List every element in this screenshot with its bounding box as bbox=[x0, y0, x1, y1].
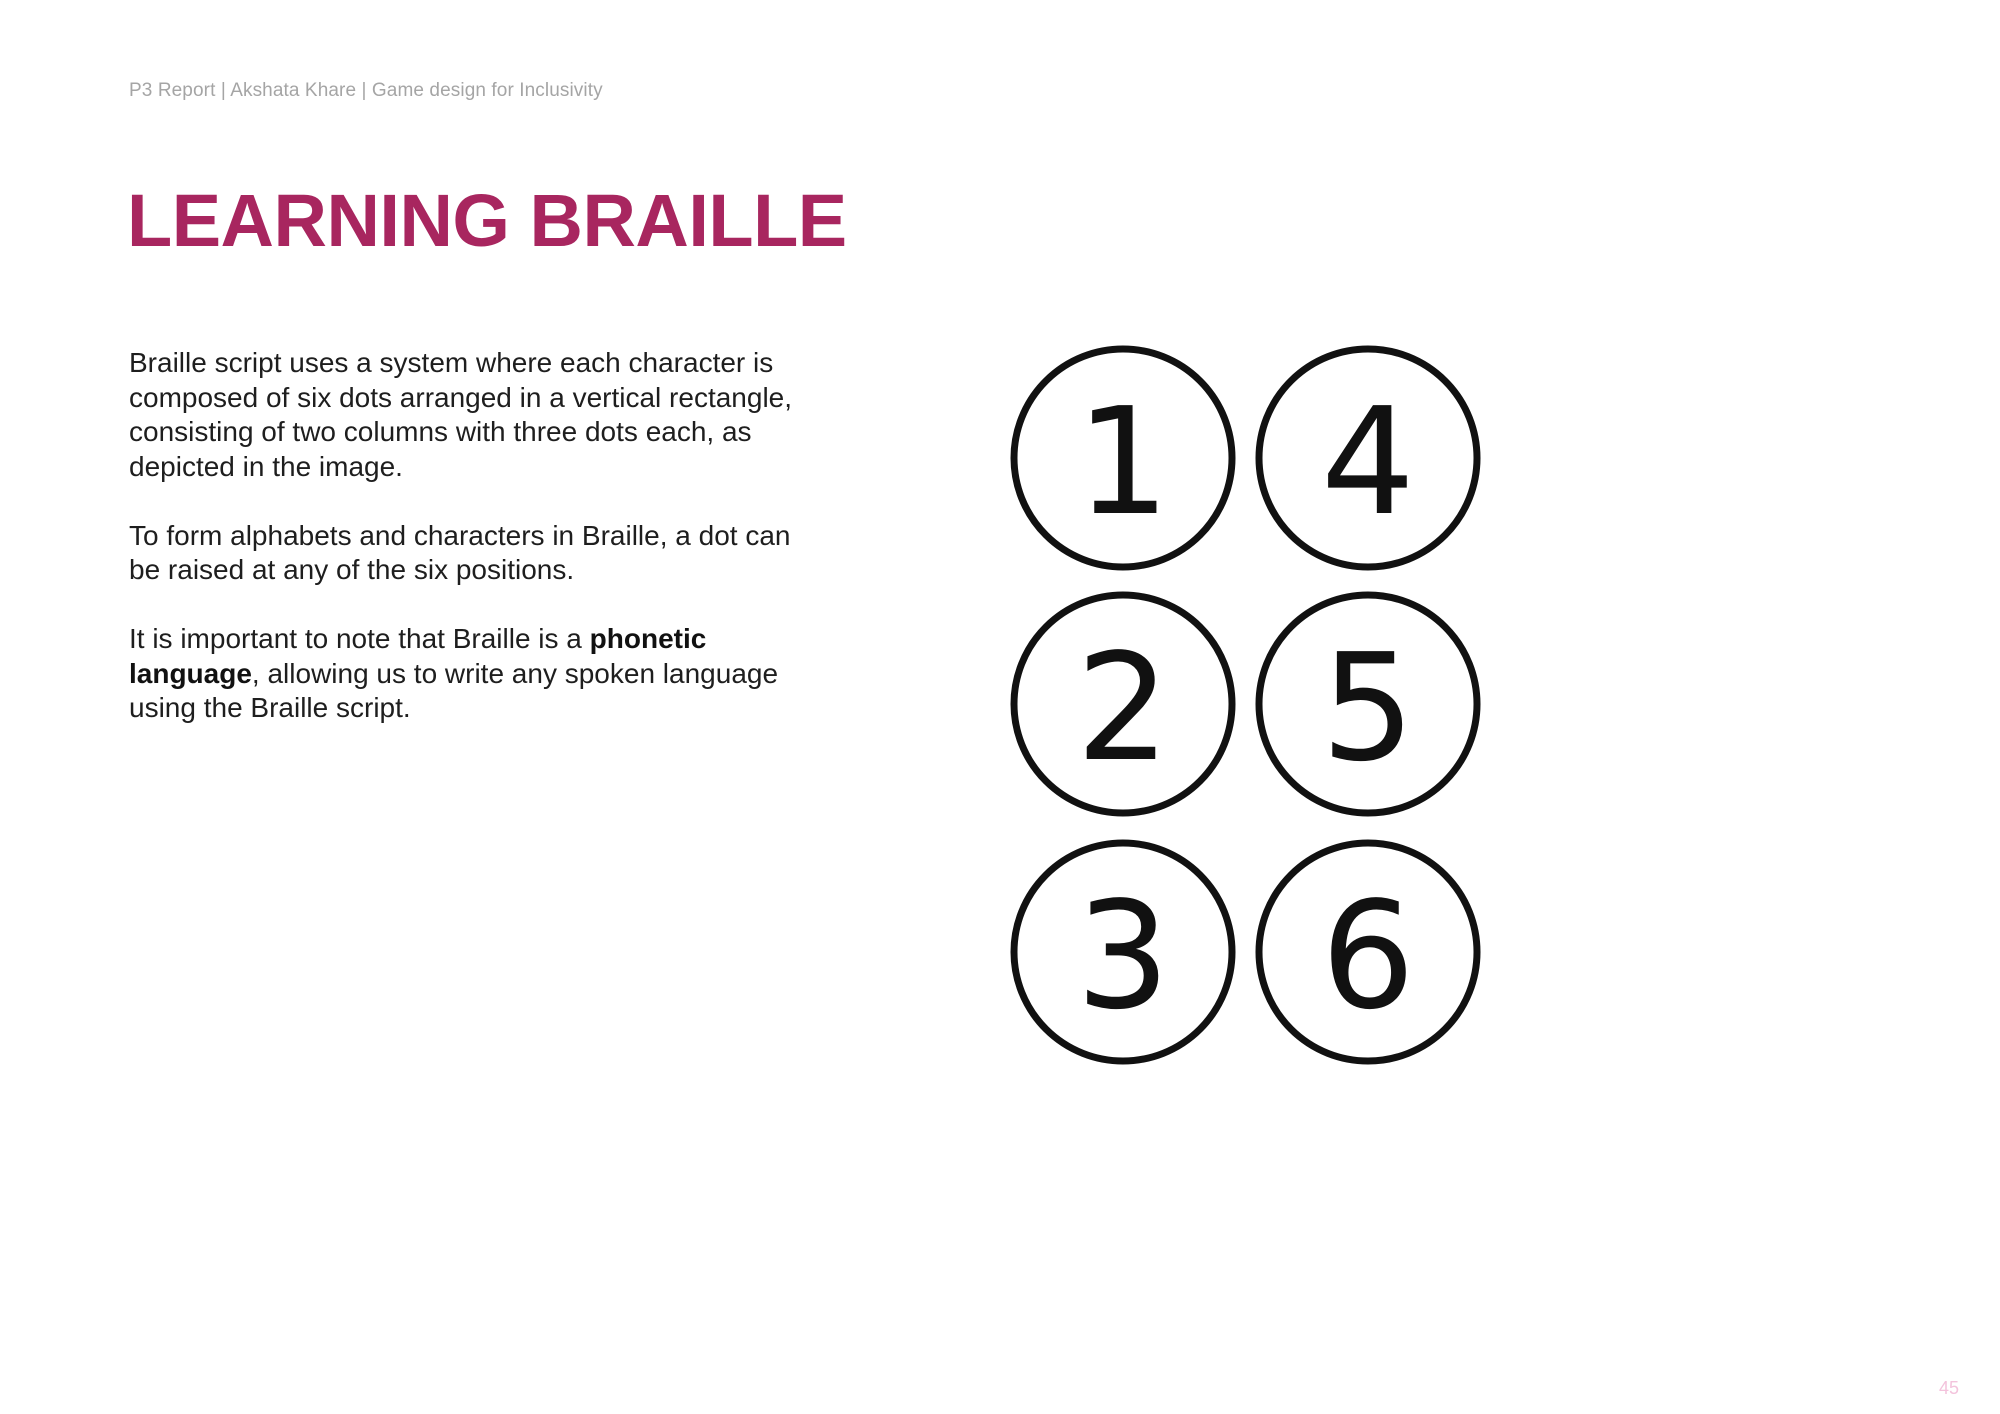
braille-dot-6 bbox=[1259, 843, 1477, 1061]
dot-number-label: 2 bbox=[1075, 622, 1171, 794]
dot-number-label: 5 bbox=[1320, 622, 1416, 794]
paragraph-2: To form alphabets and characters in Braille, a dot can be raised at any of the six positions. bbox=[129, 519, 791, 585]
braille-dot-5 bbox=[1259, 595, 1477, 813]
dot-number-label: 6 bbox=[1320, 870, 1416, 1042]
braille-dot-3 bbox=[1014, 843, 1232, 1061]
braille-cell-diagram bbox=[995, 335, 1495, 1075]
paragraph-3-end: , allowing us to write any spoken language using the Braille script. bbox=[129, 657, 779, 723]
dot-number-label: 3 bbox=[1075, 870, 1171, 1042]
running-header: P3 Report | Akshata Khare | Game design for Inclusivity bbox=[129, 80, 603, 101]
dot-number-label: 4 bbox=[1320, 376, 1416, 548]
braille-dot-4 bbox=[1259, 349, 1477, 567]
body-text bbox=[129, 346, 829, 760]
braille-dot-2 bbox=[1014, 595, 1232, 813]
paragraph-3-start: It is important to note that Braille is a bbox=[129, 623, 590, 654]
phonetic-language-emphasis: phonetic language bbox=[129, 623, 707, 689]
dot-number-label: 1 bbox=[1075, 376, 1171, 548]
braille-dot-1 bbox=[1014, 349, 1232, 567]
page-number: 45 bbox=[1938, 1378, 1959, 1398]
paragraph-1: Braille script uses a system where each character is composed of six dots arranged in a vertical rectangle, consisting of two columns with three dots each, as depicted in the image. bbox=[129, 347, 793, 482]
page-title: LEARNING BRAILLE bbox=[127, 179, 847, 262]
paragraph-3 bbox=[129, 622, 829, 726]
